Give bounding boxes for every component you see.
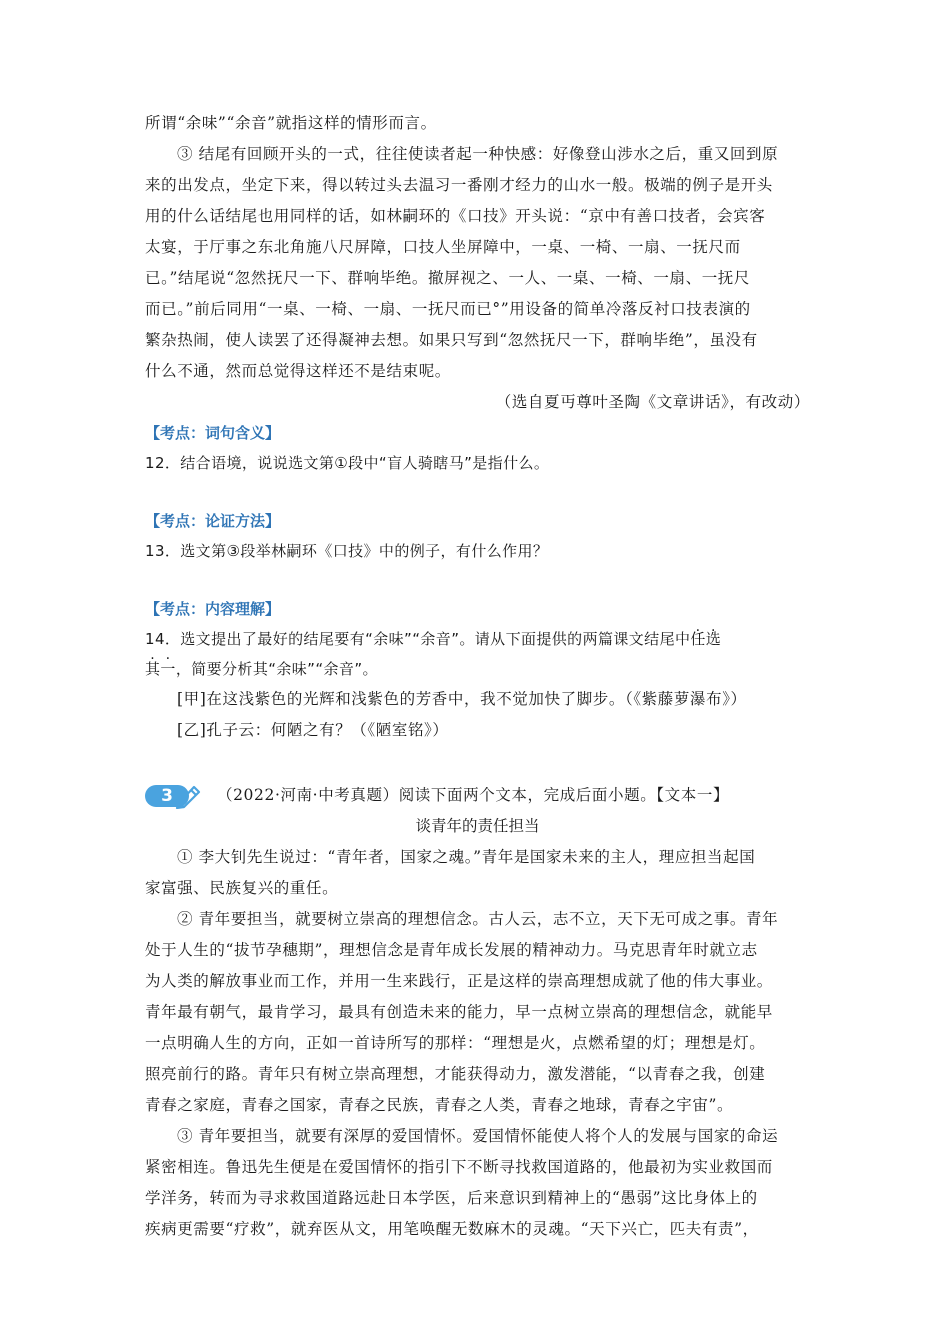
- article-line: 一点明确人生的方向，正如一首诗所写的那样：“理想是火，点燃希望的灯；理想是灯。: [145, 1034, 766, 1052]
- article-line: ② 青年要担当，就要树立崇高的理想信念。古人云，志不立，天下无可成之事。青年: [177, 910, 779, 928]
- article-line: ① 李大钊先生说过：“青年者，国家之魂。”青年是国家未来的主人，理应担当起国: [177, 848, 756, 866]
- question-12: 12．结合语境，说说选文第①段中“盲人骑瞎马”是指什么。: [145, 454, 550, 472]
- article-line: 紧密相连。鲁迅先生便是在爱国情怀的指引下不断寻找救国道路的，他最初为实业救国而: [145, 1158, 773, 1176]
- knowledge-point-tag: 【考点：论证方法】: [145, 512, 281, 530]
- emphasis-char: 选: [705, 630, 722, 648]
- passage-line: 什么不通，然而总觉得这样还不是结束呢。: [145, 362, 451, 380]
- article-line: 学洋务，转而为寻求救国道路远赴日本学医，后来意识到精神上的“愚弱”这比身体上的: [145, 1189, 758, 1207]
- passage-line: 繁杂热闹，使人读罢了还得凝神去想。如果只写到“忽然抚尺一下，群响毕绝”，虽没有: [145, 331, 758, 349]
- question-14-cont: 其一，简要分析其“余味”“余音”。: [145, 660, 378, 678]
- knowledge-point-tag: 【考点：词句含义】: [145, 424, 281, 442]
- exercise-number-badge: 3: [145, 781, 203, 811]
- article-line: 青年最有朝气，最肯学习，最具有创造未来的能力，早一点树立崇高的理想信念，就能早: [145, 1003, 773, 1021]
- article-title: 谈青年的责任担当: [415, 817, 540, 835]
- passage-line: 用的什么话结尾也用同样的话，如林嗣环的《口技》开头说：“京中有善口技者，会宾客: [145, 207, 766, 225]
- passage-line: ③ 结尾有回顾开头的一式，往往使读者起一种快感：好像登山涉水之后，重又回到原: [177, 145, 779, 163]
- exercise-intro: （2022·河南·中考真题）阅读下面两个文本，完成后面小题。【文本一】: [217, 786, 730, 804]
- passage-line: 来的出发点，坐定下来，得以转过头去温习一番刚才经力的山水一般。极端的例子是开头: [145, 176, 773, 194]
- passage-line: 而已。”前后同用“一桌、一椅、一扇、一抚尺而已°”用设备的简单冷落反衬口技表演的: [145, 300, 751, 318]
- article-line: 疾病更需要“疗救”，就弃医从文，用笔唤醒无数麻木的灵魂。“天下兴亡，匹夫有责”，: [145, 1220, 759, 1238]
- emphasis-char: 其: [145, 660, 161, 678]
- exercise-header: [145, 780, 810, 811]
- knowledge-point-tag: 【考点：内容理解】: [145, 600, 281, 618]
- article-line: 处于人生的“拔节孕穗期”，理想信念是青年成长发展的精神动力。马克思青年时就立志: [145, 941, 758, 959]
- option-yi: [乙]孔子云：何陋之有？（《陋室铭》）: [177, 721, 449, 739]
- article-line: ③ 青年要担当，就要有深厚的爱国情怀。爱国情怀能使人将个人的发展与国家的命运: [177, 1127, 779, 1145]
- option-jia: [甲]在这浅紫色的光辉和浅紫色的芳香中，我不觉加快了脚步。（《紫藤萝瀑布》）: [177, 690, 747, 708]
- question-13: 13．选文第③段举林嗣环《口技》中的例子，有什么作用？: [145, 542, 549, 560]
- question-14: 14．选文提出了最好的结尾要有“余味”“余音”。请从下面提供的两篇课文结尾中任选: [145, 630, 722, 648]
- article-line: 照亮前行的路。青年只有树立崇高理想，才能获得动力，激发潜能，“以青春之我，创建: [145, 1065, 766, 1083]
- passage-line: 太宴，于厅事之东北角施八尺屏障，口技人坐屏障中，一桌、一椅、一扇、一抚尺而: [145, 238, 741, 256]
- passage-source: （选自夏丏尊叶圣陶《文章讲话》，有改动）: [495, 393, 810, 411]
- document-page: [145, 108, 810, 1245]
- pencil-icon: [173, 781, 203, 809]
- article-line: 家富强、民族复兴的重任。: [145, 879, 339, 897]
- article-line: 为人类的解放事业而工作，并用一生来践行，正是这样的崇高理想成就了他的伟大事业。: [145, 972, 773, 990]
- emphasis-char: 任: [690, 630, 706, 648]
- passage-line: 所谓“余味”“余音”就指这样的情形而言。: [145, 114, 437, 132]
- emphasis-char: 一: [160, 660, 176, 678]
- passage-line: 已。”结尾说“忽然抚尺一下、群响毕绝。撤屏视之、一人、一桌、一椅、一扇、一抚尺: [145, 269, 751, 287]
- article-line: 青春之家庭，青春之国家，青春之民族，青春之人类，青春之地球，青春之宇宙”。: [145, 1096, 734, 1114]
